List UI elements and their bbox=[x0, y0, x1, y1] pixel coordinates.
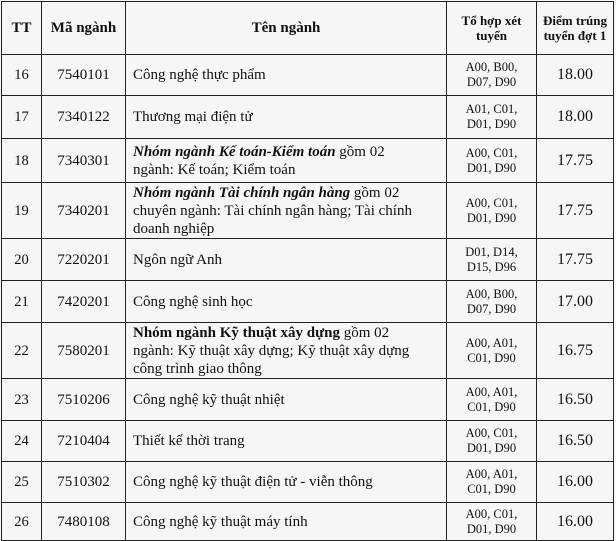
row-combo bbox=[447, 462, 537, 503]
row-tt: 22 bbox=[2, 323, 42, 379]
combo-line: C01, D90 bbox=[467, 350, 516, 365]
name-line: ngành: Kỹ thuật xây dựng; Kỹ thuật xây dựng bbox=[133, 342, 410, 359]
combo-line: C01, D90 bbox=[467, 399, 516, 414]
row-tt: 25 bbox=[2, 462, 42, 503]
combo-line: A01, C01, bbox=[465, 102, 518, 116]
row-code: 7210404 bbox=[42, 421, 126, 462]
row-name: Công nghệ thực phẩm bbox=[126, 55, 447, 96]
combo-line: D01, D90 bbox=[466, 160, 517, 175]
row-tt: 24 bbox=[2, 421, 42, 462]
combo-line: A00, C01, bbox=[465, 145, 518, 160]
row-tt: 26 bbox=[2, 503, 42, 541]
table-row bbox=[2, 323, 614, 379]
row-combo bbox=[447, 55, 537, 96]
row-code: 7340122 bbox=[42, 96, 126, 139]
header-score-line1: Điểm trúng bbox=[543, 13, 607, 28]
row-combo bbox=[447, 421, 537, 462]
row-name: Công nghệ kỹ thuật máy tính bbox=[126, 503, 447, 541]
combo-line: A00, C01, bbox=[465, 426, 518, 440]
combo-line: A00, A01, bbox=[465, 467, 518, 481]
row-name bbox=[126, 323, 447, 379]
header-tt: TT bbox=[2, 2, 42, 55]
combo-line: D01, D14, bbox=[465, 244, 518, 259]
table-row bbox=[2, 503, 614, 541]
row-score: 16.50 bbox=[537, 421, 614, 462]
row-tt: 18 bbox=[2, 139, 42, 183]
row-combo bbox=[447, 379, 537, 421]
row-score: 16.00 bbox=[537, 462, 614, 503]
combo-line: D01, D90 bbox=[466, 521, 517, 536]
group-suffix: gồm 02 bbox=[335, 143, 385, 160]
combo-line: D01, D90 bbox=[466, 117, 517, 131]
combo-line: D07, D90 bbox=[466, 75, 517, 89]
row-score: 18.00 bbox=[537, 96, 614, 139]
combo-line: D01, D90 bbox=[466, 441, 517, 455]
name-line: ngành: Kế toán; Kiểm toán bbox=[133, 161, 296, 178]
row-name: Công nghệ kỹ thuật nhiệt bbox=[126, 379, 447, 421]
row-combo bbox=[447, 139, 537, 183]
table-row bbox=[2, 183, 614, 239]
admission-scores-table bbox=[1, 1, 614, 541]
row-score: 16.50 bbox=[537, 379, 614, 421]
row-score: 17.75 bbox=[537, 239, 614, 281]
combo-line: A00, A01, bbox=[465, 335, 518, 350]
combo-line: D07, D90 bbox=[466, 301, 517, 316]
combo-line: D15, D96 bbox=[466, 259, 517, 274]
row-name: Thương mại điện tử bbox=[126, 96, 447, 139]
group-title: Nhóm ngành Kỹ thuật xây dựng bbox=[133, 324, 340, 341]
row-score: 18.00 bbox=[537, 55, 614, 96]
row-score: 16.75 bbox=[537, 323, 614, 379]
row-code: 7340301 bbox=[42, 139, 126, 183]
row-score: 17.00 bbox=[537, 281, 614, 323]
header-name: Tên ngành bbox=[126, 2, 447, 55]
row-name bbox=[126, 139, 447, 183]
row-combo bbox=[447, 239, 537, 281]
combo-line: A00, B00, bbox=[465, 60, 518, 74]
row-score: 17.75 bbox=[537, 183, 614, 239]
header-combo bbox=[447, 2, 537, 55]
row-name: Công nghệ kỹ thuật điện tử - viễn thông bbox=[126, 462, 447, 503]
name-line bbox=[133, 324, 442, 342]
name-line bbox=[133, 143, 442, 161]
row-combo bbox=[447, 96, 537, 139]
header-combo-line2: tuyển bbox=[475, 28, 508, 43]
combo-line: A00, C01, bbox=[465, 506, 518, 521]
header-score-line2: tuyển đợt 1 bbox=[543, 28, 607, 43]
row-code: 7510206 bbox=[42, 379, 126, 421]
combo-line: A00, C01, bbox=[465, 195, 518, 210]
name-line bbox=[133, 184, 442, 202]
table-row bbox=[2, 96, 614, 139]
table-row bbox=[2, 421, 614, 462]
row-code: 7540101 bbox=[42, 55, 126, 96]
row-name bbox=[126, 183, 447, 239]
row-code: 7480108 bbox=[42, 503, 126, 541]
table-row bbox=[2, 379, 614, 421]
table-row bbox=[2, 139, 614, 183]
row-name: Công nghệ sinh học bbox=[126, 281, 447, 323]
row-tt: 19 bbox=[2, 183, 42, 239]
name-line: chuyên ngành: Tài chính ngân hàng; Tài chính bbox=[133, 202, 412, 219]
row-score: 17.75 bbox=[537, 139, 614, 183]
table-row bbox=[2, 281, 614, 323]
header-score bbox=[537, 2, 614, 55]
row-combo bbox=[447, 323, 537, 379]
combo-line: C01, D90 bbox=[467, 482, 516, 496]
combo-line: D01, D90 bbox=[466, 210, 517, 225]
row-code: 7580201 bbox=[42, 323, 126, 379]
header-code: Mã ngành bbox=[42, 2, 126, 55]
row-code: 7340201 bbox=[42, 183, 126, 239]
row-tt: 17 bbox=[2, 96, 42, 139]
row-code: 7220201 bbox=[42, 239, 126, 281]
row-combo bbox=[447, 503, 537, 541]
row-combo bbox=[447, 183, 537, 239]
group-suffix: gồm 02 bbox=[350, 184, 400, 201]
group-suffix: gồm 02 bbox=[339, 324, 390, 341]
table-row bbox=[2, 239, 614, 281]
header-combo-line1: Tổ hợp xét bbox=[461, 13, 522, 28]
row-name: Thiết kế thời trang bbox=[126, 421, 447, 462]
row-tt: 20 bbox=[2, 239, 42, 281]
name-line: công trình giao thông bbox=[133, 360, 262, 377]
table-row bbox=[2, 462, 614, 503]
table-row bbox=[2, 55, 614, 96]
row-tt: 16 bbox=[2, 55, 42, 96]
name-line: doanh nghiệp bbox=[133, 220, 215, 237]
row-score: 16.00 bbox=[537, 503, 614, 541]
combo-line: A00, A01, bbox=[465, 384, 518, 399]
table-header-row bbox=[2, 2, 614, 55]
row-code: 7420201 bbox=[42, 281, 126, 323]
group-title: Nhóm ngành Tài chính ngân hàng bbox=[133, 184, 351, 201]
group-title: Nhóm ngành Kế toán-Kiểm toán bbox=[133, 143, 336, 160]
combo-line: A00, B00, bbox=[465, 286, 518, 301]
row-code: 7510302 bbox=[42, 462, 126, 503]
row-name: Ngôn ngữ Anh bbox=[126, 239, 447, 281]
row-tt: 21 bbox=[2, 281, 42, 323]
row-combo bbox=[447, 281, 537, 323]
row-tt: 23 bbox=[2, 379, 42, 421]
